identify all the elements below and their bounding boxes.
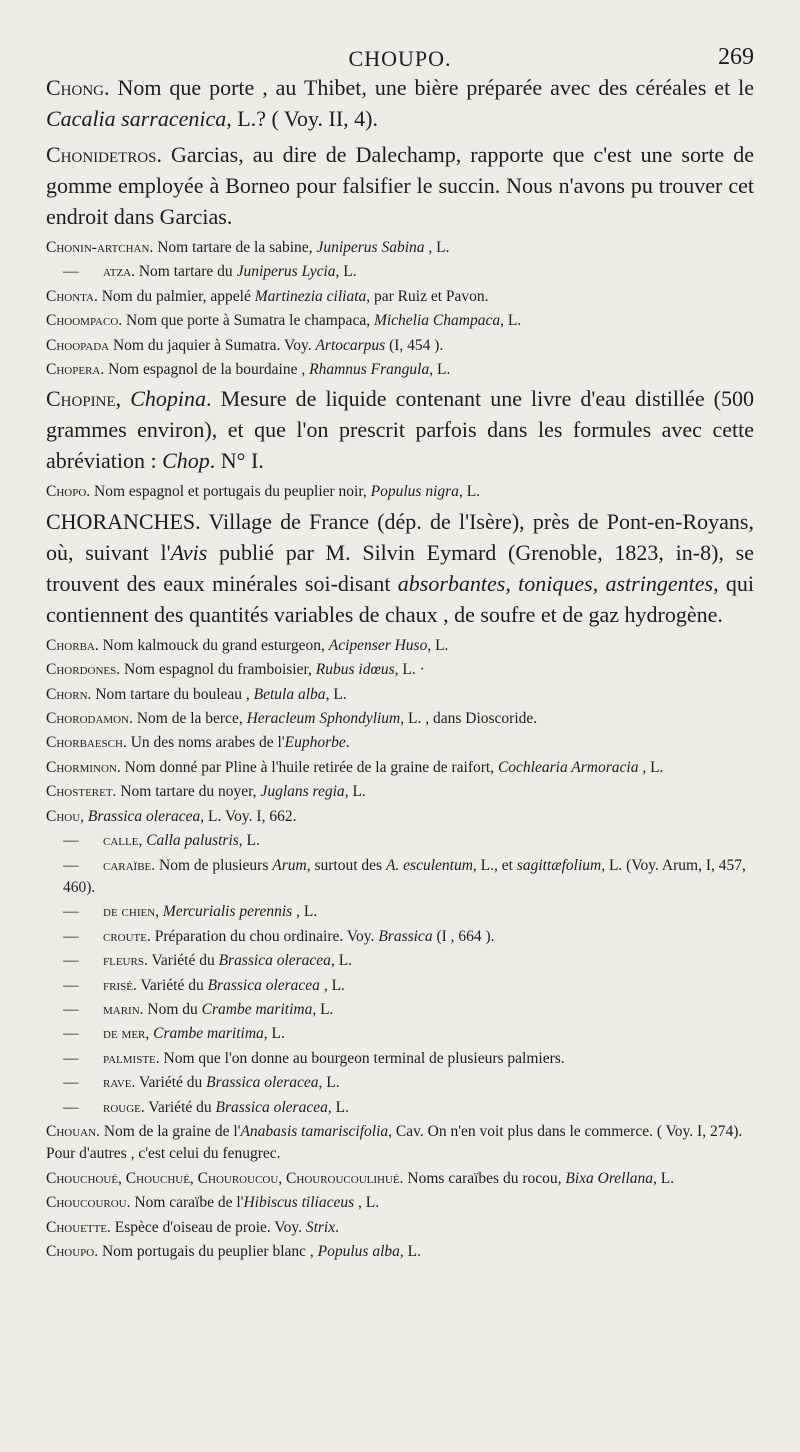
entry-chou-rave: — rave. Variété du Brassica oleracea, L. [63,1074,340,1092]
entry-chouette: Chouette. Espèce d'oiseau de proie. Voy. Strix. [46,1218,339,1236]
entry-chou-caraibe: — caraïbe. Nom de plusieurs Arum, surtout des A. esculentum, L., et sagittæfolium, L. (Voy. Arum, I, 457, 460). [63,856,746,896]
entry-chou-de-mer: — de mer, Crambe maritima, L. [63,1025,285,1043]
entry-chordones: Chordones. Nom espagnol du framboisier, Rubus idœus, L. · [46,661,425,679]
entry-chou-frise: — frisé. Variété du Brassica oleracea , L. [63,976,345,994]
entry-atza: — atza. Nom tartare du Juniperus Lycia, L. [63,263,357,281]
entry-chong: Chong. Nom que porte , au Thibet, une bière préparée avec des céréales et le Cacalia sarracenica, L.? ( Voy. II, 4). [46,75,754,131]
entry-chonin-artchan: Chonin-artchan. Nom tartare de la sabine, Juniperus Sabina , L. [46,239,450,256]
entry-chou-fleurs: — fleurs. Variété du Brassica oleracea, L. [63,952,353,970]
entry-chou: Chou, Brassica oleracea, L. Voy. I, 662. [46,807,297,825]
entry-chorba: Chorba. Nom kalmouck du grand esturgeon, Acipenser Huso, L. [46,636,449,654]
entry-chou-marin: — marin. Nom du Crambe maritima, L. [63,1000,334,1018]
entry-chou-de-chien: — de chien, Mercurialis perennis , L. [63,903,318,921]
entry-chonta: Chonta. Nom du palmier, appelé Martinezia ciliata, par Ruiz et Pavon. [46,287,489,305]
entry-chopine: Chopine, Chopina. Mesure de liquide contenant une livre d'eau distillée (500 grammes environ), et que l'on prescrit parfois dans les formules avec cette abréviation : Chop. N° I. [46,386,754,474]
entry-chonidetros: Chonidetros. Garcias, au dire de Dalechamp, rapporte que c'est une sorte de gomme employée à Borneo pour falsifier le succin. Nous n'avons pu trouver cet endroit dans Garcias. [46,142,754,229]
entry-chou-calle: — calle, Calla palustris, L. [63,832,260,850]
entry-choopada: Choopada Nom du jaquier à Sumatra. Voy. Artocarpus (I, 454 ). [46,336,444,354]
page-number: 269 [718,44,754,70]
entry-choucourou: Choucourou. Nom caraïbe de l'Hibiscus tiliaceus , L. [46,1194,380,1212]
entry-chorminon: Chorminon. Nom donné par Pline à l'huile retirée de la graine de raifort, Cochlearia Armoracia , L. [46,758,664,776]
entry-chouchoue: Chouchoué, Chouchué, Chouroucou, Chouroucoulihué. Noms caraïbes du rocou, Bixa Orellana, L. [46,1169,675,1187]
entry-chou-croute: — croute. Préparation du chou ordinaire. Voy. Brassica (I , 664 ). [63,927,495,945]
entry-chorodamon: Chorodamon. Nom de la berce, Heracleum Sphondylium, L. , dans Dioscoride. [46,710,538,728]
entry-chopo: Chopo. Nom espagnol et portugais du peuplier noir, Populus nigra, L. [46,483,481,501]
entry-chou-rouge: — rouge. Variété du Brassica oleracea, L. [63,1098,349,1116]
entry-chopera: Chopera. Nom espagnol de la bourdaine , Rhamnus Frangula, L. [46,361,451,379]
entry-choranches: CHORANCHES. Village de France (dép. de l'Isère), près de Pont-en-Royans, où, suivant l'Avis publié par M. Silvin Eymard (Grenoble, 1823, in-8), se trouvent des eaux minérales soi-disant absorbantes, toniques, astringentes, qui contiennent des quantités variables de chaux , de soufre et de gaz hydrogène. [46,508,754,627]
entry-choompaco: Choompaco. Nom que porte à Sumatra le champaca, Michelia Champaca, L. [46,312,522,330]
entry-choupo: Choupo. Nom portugais du peuplier blanc , Populus alba, L. [46,1243,421,1260]
entry-chorn: Chorn. Nom tartare du bouleau , Betula alba, L. [46,685,347,703]
running-head: CHOUPO. [348,46,452,71]
entry-chosteret: Chosteret. Nom tartare du noyer, Juglans regia, L. [46,783,366,801]
page-header [46,40,754,72]
entry-chou-palmiste: — palmiste. Nom que l'on donne au bourgeon terminal de plusieurs palmiers. [63,1049,565,1067]
entry-chorbaesch: Chorbaesch. Un des noms arabes de l'Euphorbe. [46,734,350,752]
entry-chouan: Chouan. Nom de la graine de l'Anabasis tamariscifolia, Cav. On n'en voit plus dans le commerce. ( Voy. I, 274). Pour d'autres , c'est celui du fenugrec. [46,1122,743,1163]
